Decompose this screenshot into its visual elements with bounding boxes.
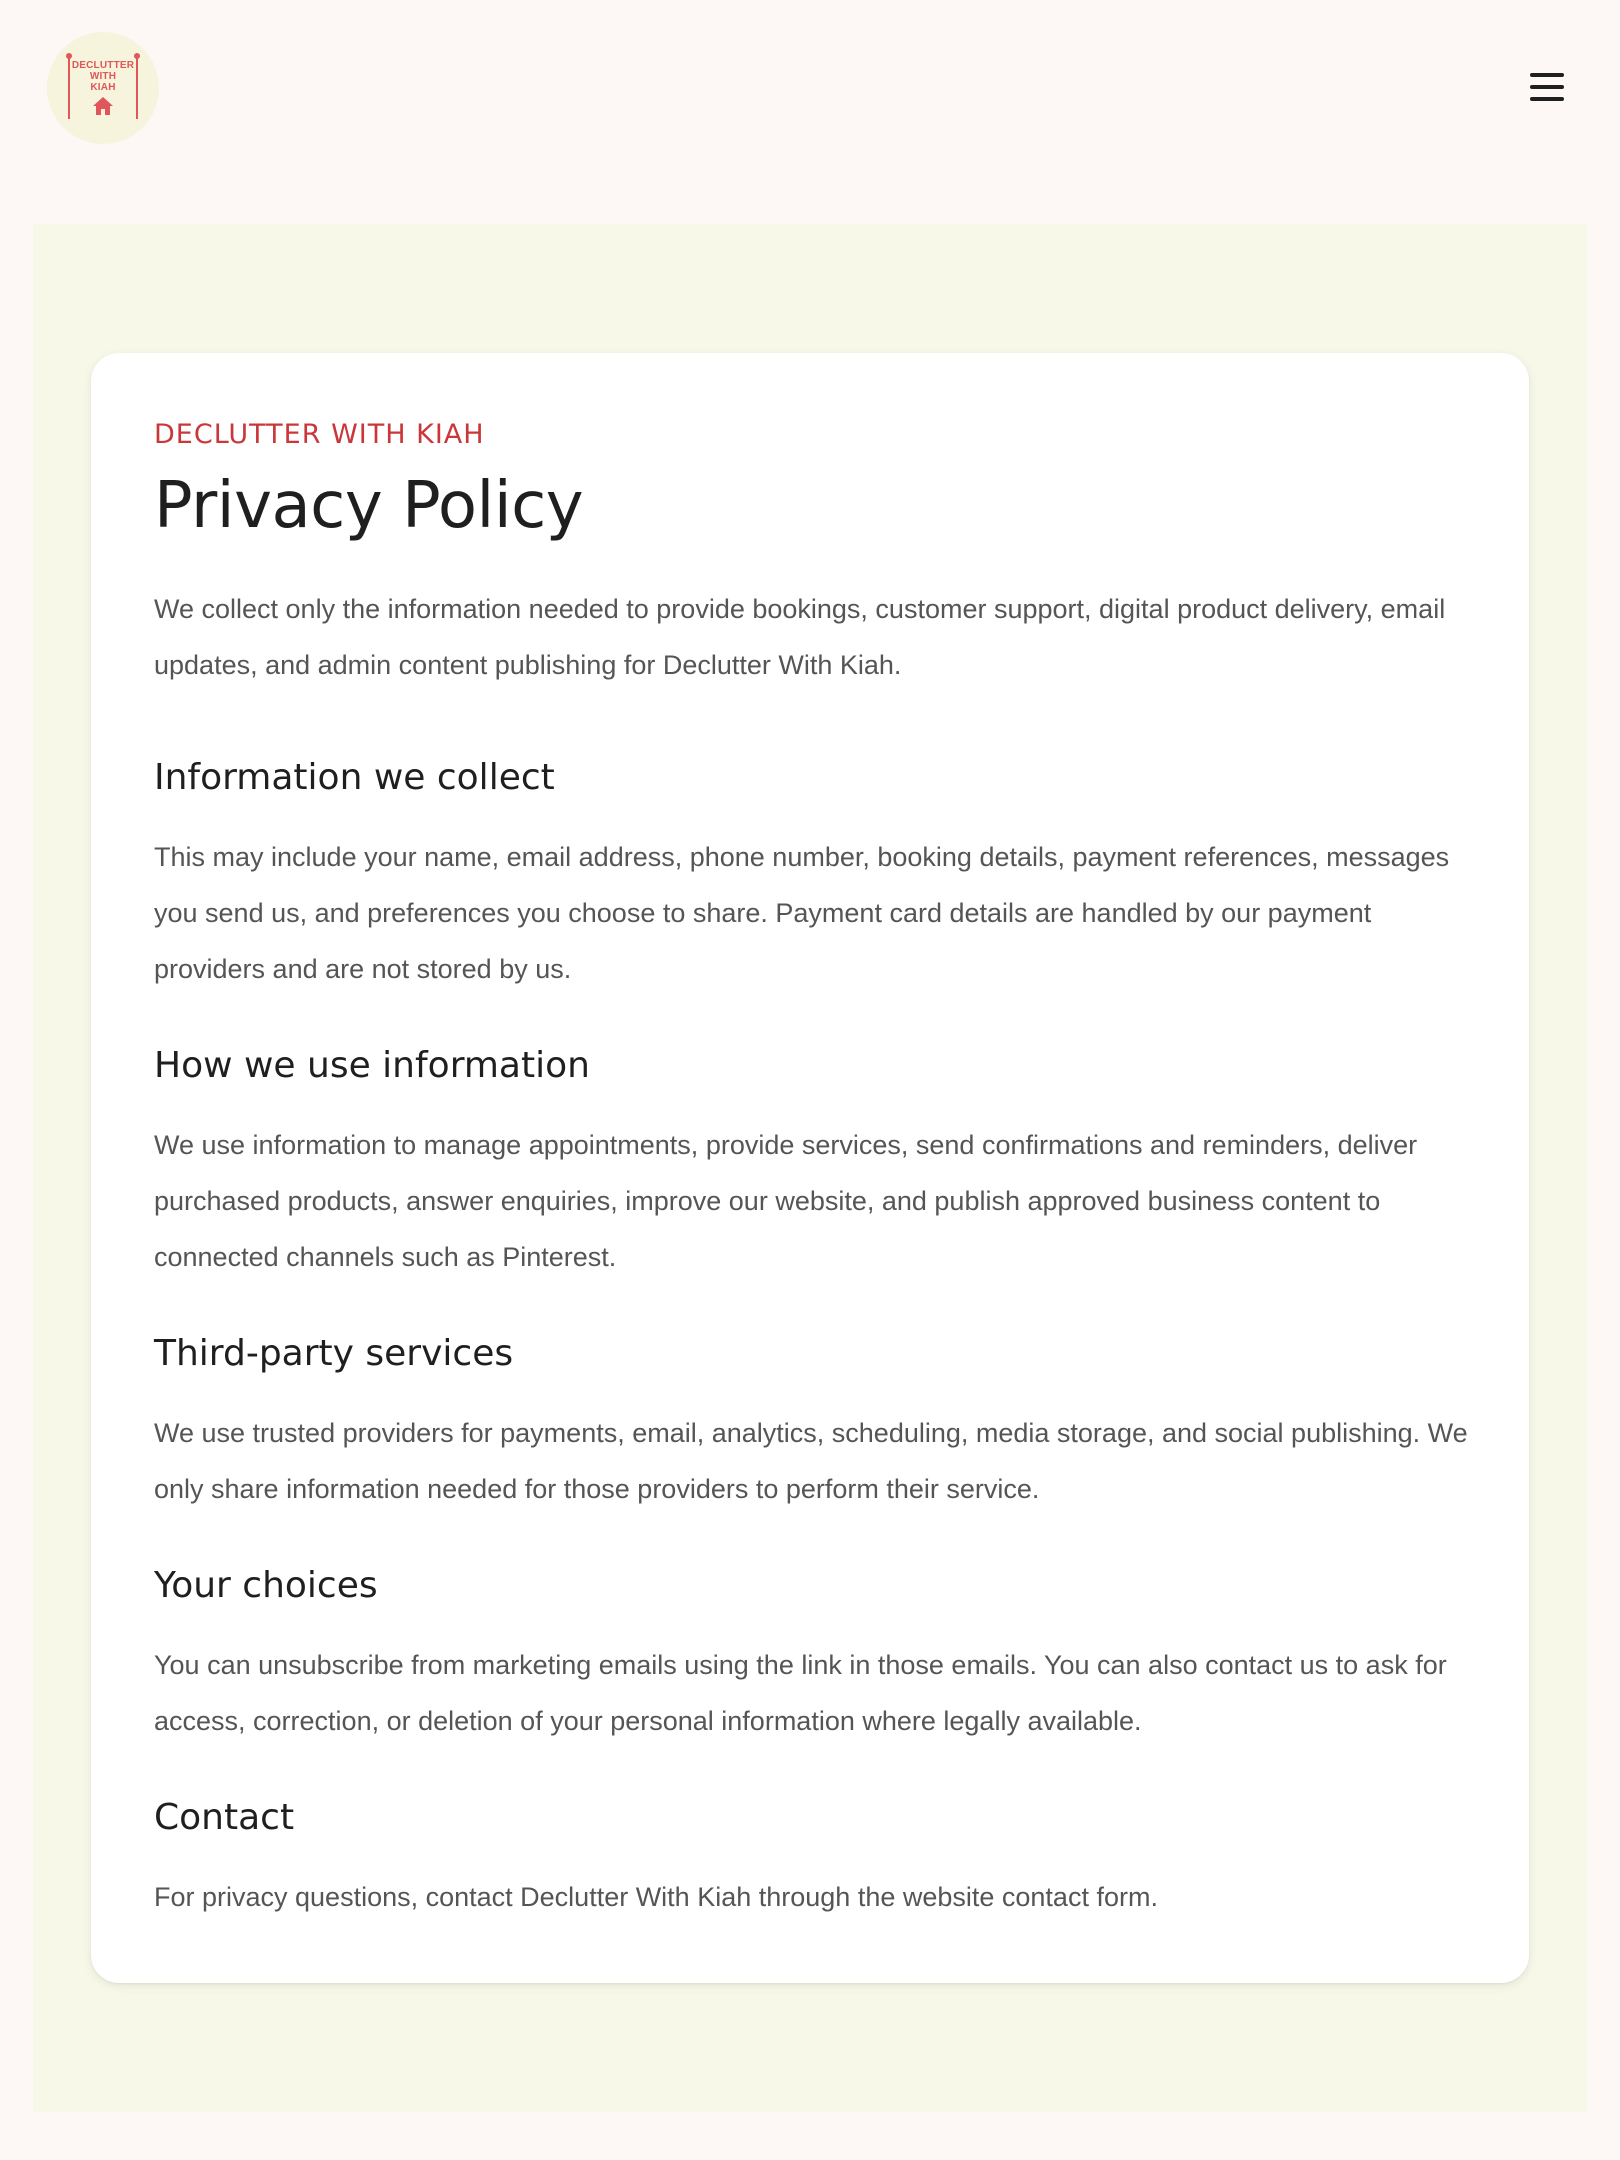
section-body-your-choices: You can unsubscribe from marketing emails using the link in those emails. You can also contact us to ask for access, correction, or deletion of your personal information where legally available. bbox=[154, 1650, 1447, 1736]
site-header bbox=[0, 0, 1620, 176]
logo-text-line-2: WITH bbox=[89, 71, 117, 82]
section-heading-contact: Contact bbox=[154, 1797, 295, 1838]
logo-text-line-3: KIAH bbox=[90, 82, 116, 93]
menu-bar-bottom bbox=[1530, 97, 1564, 101]
section-body-third-party-services: We use trusted providers for payments, email, analytics, scheduling, media storage, and social publishing. We only share information needed for those providers to perform their service. bbox=[154, 1418, 1468, 1504]
logo-left-pole bbox=[68, 57, 70, 119]
section-heading-information-we-collect: Information we collect bbox=[154, 757, 555, 798]
page-title: Privacy Policy bbox=[154, 469, 584, 543]
menu-bar-middle bbox=[1530, 85, 1564, 89]
policy-card bbox=[91, 353, 1529, 1983]
logo-text-line-1: DECLUTTER bbox=[71, 60, 135, 71]
eyebrow-brand: DECLUTTER WITH KIAH bbox=[154, 419, 485, 450]
logo-right-pole bbox=[136, 57, 138, 119]
section-body-how-we-use-information: We use information to manage appointments, provide services, send confirmations and reminders, deliver purchased products, answer enquiries, improve our website, and publish approved business content to connected channels such as Pinterest. bbox=[154, 1130, 1418, 1272]
menu-bar-top bbox=[1530, 73, 1564, 77]
section-heading-third-party-services: Third-party services bbox=[154, 1333, 514, 1374]
hamburger-menu-icon[interactable] bbox=[1528, 70, 1566, 104]
section-body-information-we-collect: This may include your name, email address, phone number, booking details, payment references, messages you send us, and preferences you choose to share. Payment card details are handled by our payment providers and are not stored by us. bbox=[154, 842, 1450, 984]
section-heading-how-we-use-information: How we use information bbox=[154, 1045, 590, 1086]
logo-mark bbox=[68, 53, 138, 123]
house-icon bbox=[92, 96, 114, 116]
section-body-contact: For privacy questions, contact Declutter With Kiah through the website contact form. bbox=[154, 1882, 1158, 1912]
section-heading-your-choices: Your choices bbox=[154, 1565, 378, 1606]
intro-paragraph: We collect only the information needed to provide bookings, customer support, digital product delivery, email updates, and admin content publishing for Declutter With Kiah. bbox=[154, 594, 1446, 680]
site-logo[interactable] bbox=[47, 32, 159, 144]
